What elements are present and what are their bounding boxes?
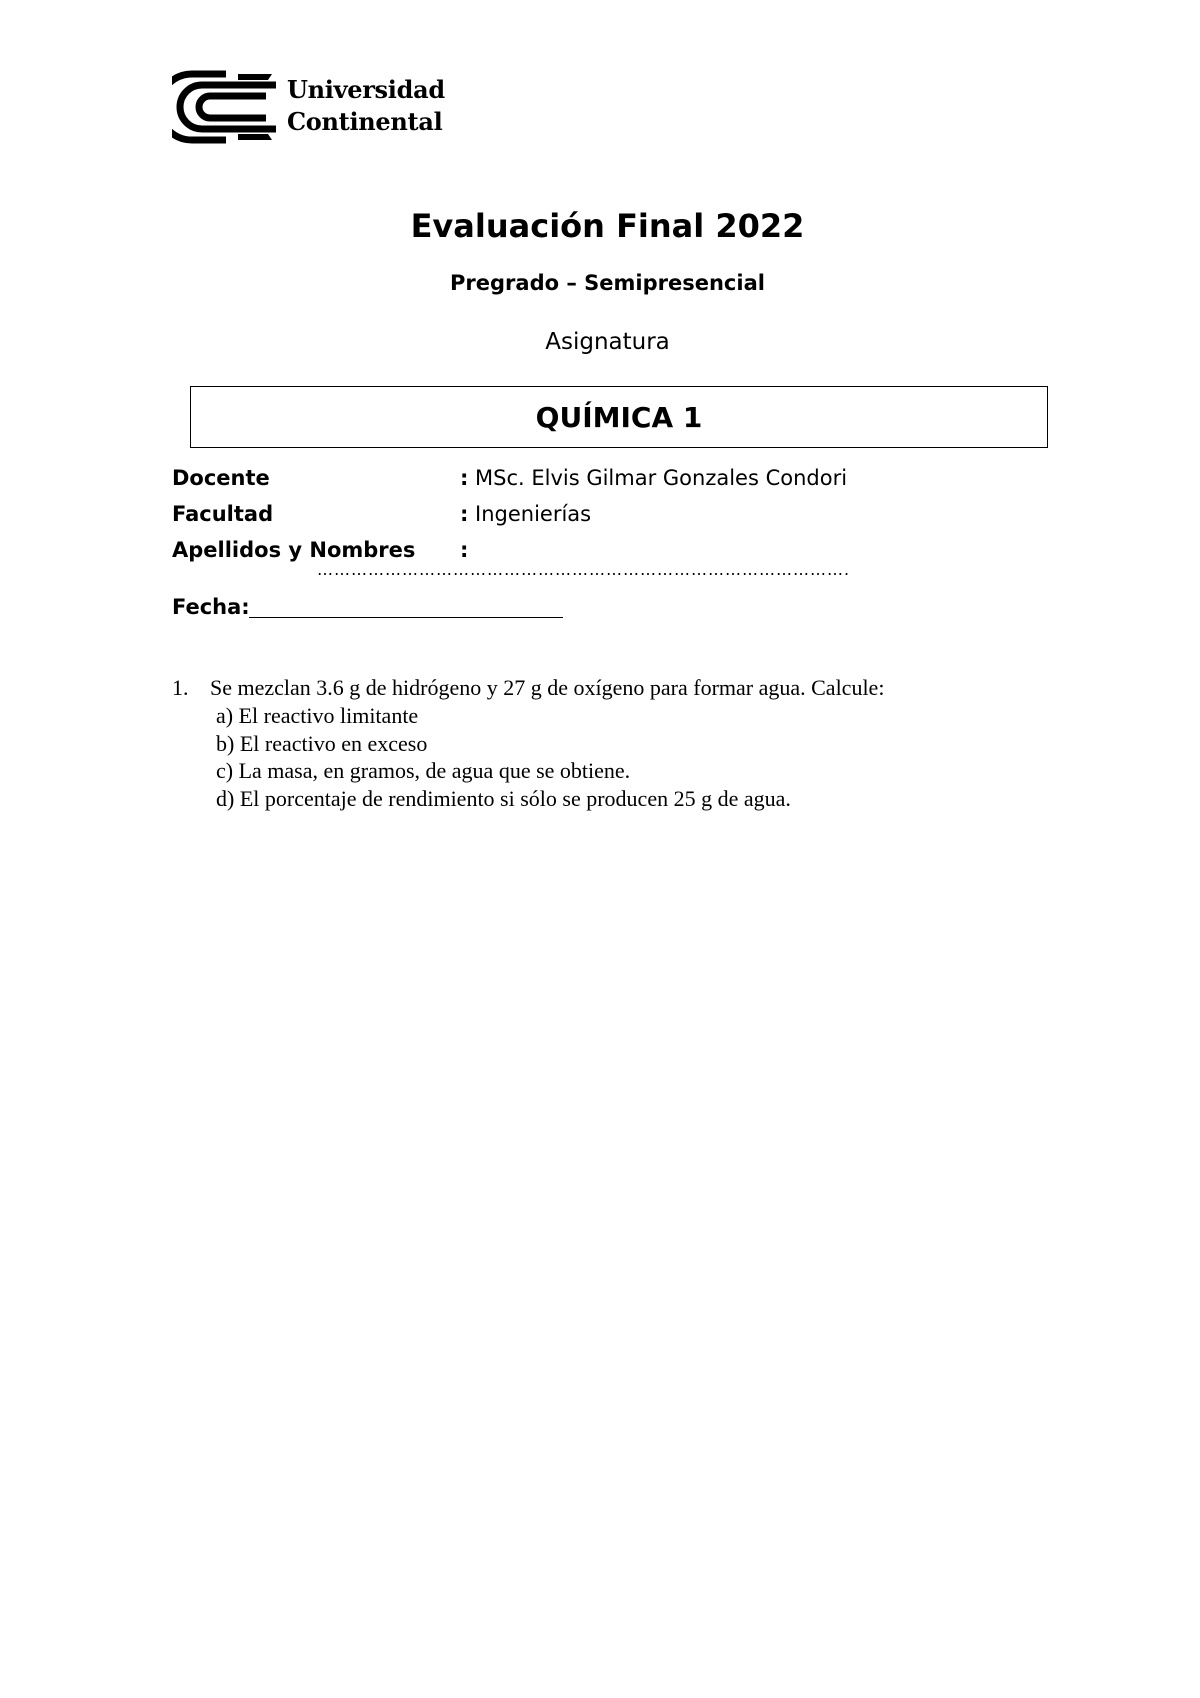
facultad-label: Facultad — [172, 502, 274, 526]
institution-name — [287, 74, 445, 138]
course-box — [190, 386, 1048, 448]
question-items — [216, 702, 791, 812]
nombres-colon: : — [460, 538, 469, 562]
question-item-d: d) El porcentaje de rendimiento si sólo se producen 25 g de agua. — [216, 785, 791, 811]
question-item-b: b) El reactivo en exceso — [216, 730, 428, 756]
universidad-continental-logo-icon — [172, 70, 282, 144]
question-number: 1. — [172, 675, 189, 700]
question-text: Se mezclan 3.6 g de hidrógeno y 27 g de oxígeno para formar agua. Calcule: — [210, 675, 885, 700]
facultad-value: Ingenierías — [475, 502, 592, 526]
docente-value: MSc. Elvis Gilmar Gonzales Condori — [475, 466, 848, 490]
fecha-blank-line — [249, 617, 563, 618]
question-item-c: c) La masa, en gramos, de agua que se obtiene. — [216, 758, 631, 783]
institution-name-line1: Universidad — [287, 75, 445, 104]
fecha-label: Fecha: — [172, 595, 250, 619]
facultad-colon: : — [460, 502, 469, 526]
docente-colon: : — [460, 466, 469, 490]
question-item-a: a) El reactivo limitante — [216, 703, 419, 728]
docente-label: Docente — [172, 466, 270, 490]
subject-label: Asignatura — [545, 329, 670, 355]
document-title: Evaluación Final 2022 — [410, 207, 805, 245]
course-name: QUÍMICA 1 — [535, 400, 703, 434]
institution-name-line2: Continental — [287, 107, 443, 136]
nombres-blank-dots: …………………………………………………………………………………. — [317, 560, 851, 579]
document-subtitle: Pregrado – Semipresencial — [450, 271, 765, 295]
nombres-label: Apellidos y Nombres — [172, 538, 416, 562]
